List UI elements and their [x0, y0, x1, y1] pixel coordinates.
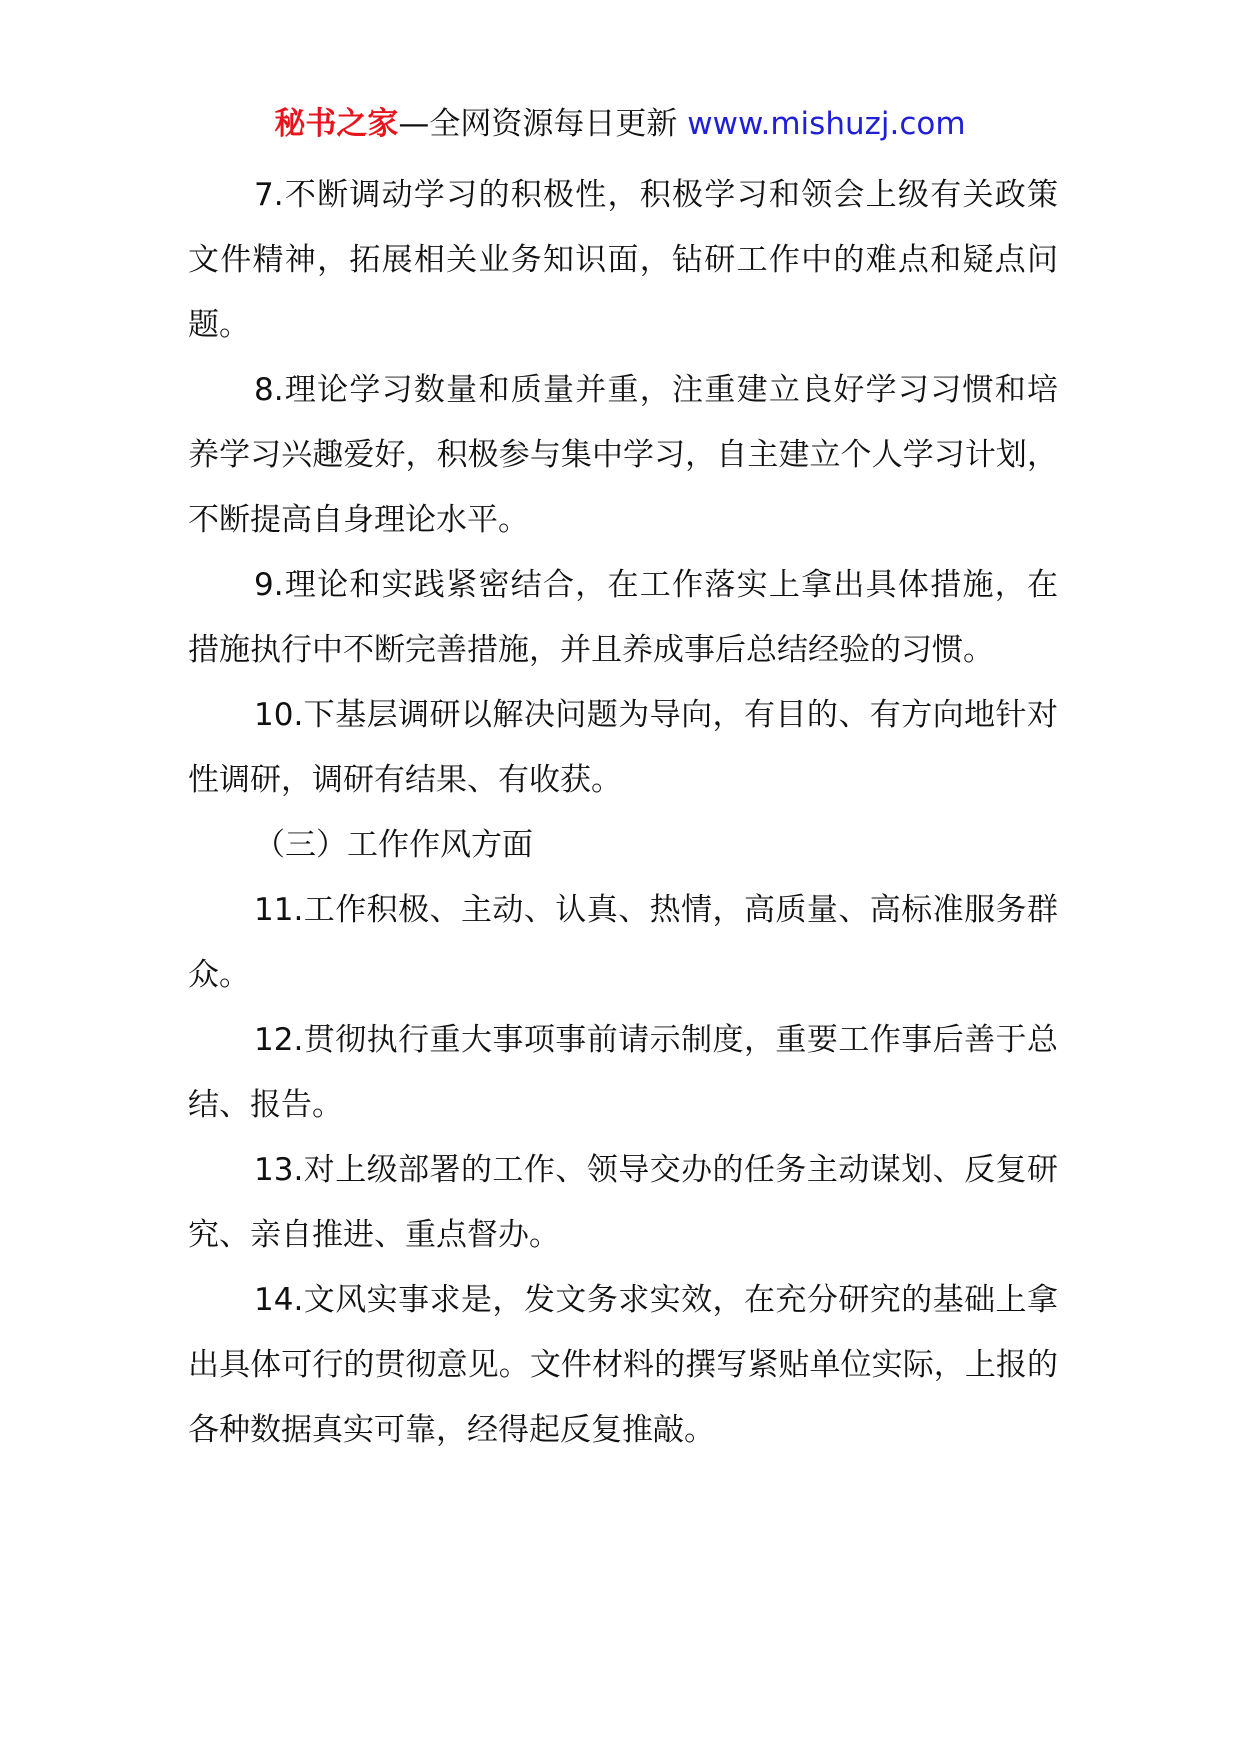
document-body	[188, 163, 1058, 1463]
paragraph-11: 11.工作积极、主动、认真、热情，高质量、高标准服务群众。	[188, 892, 1058, 993]
paragraph-9: 9.理论和实践紧密结合，在工作落实上拿出具体措施，在措施执行中不断完善措施，并且养成事后总结经验的习惯。	[188, 567, 1058, 668]
header-url[interactable]: www.mishuzj.com	[687, 106, 966, 142]
paragraph-8: 8.理论学习数量和质量并重，注重建立良好学习习惯和培养学习兴趣爱好，积极参与集中学习，自主建立个人学习计划，不断提高自身理论水平。	[188, 372, 1058, 538]
watermark-header	[0, 102, 1240, 146]
header-tagline: —全网资源每日更新	[398, 106, 688, 142]
paragraph-7: 7.不断调动学习的积极性，积极学习和领会上级有关政策文件精神，拓展相关业务知识面，钻研工作中的难点和疑点问题。	[188, 177, 1058, 343]
paragraph-12: 12.贯彻执行重大事项事前请示制度，重要工作事后善于总结、报告。	[188, 1022, 1058, 1123]
paragraph-13: 13.对上级部署的工作、领导交办的任务主动谋划、反复研究、亲自推进、重点督办。	[188, 1152, 1058, 1253]
brand-name: 秘书之家	[274, 106, 399, 142]
paragraph-10: 10.下基层调研以解决问题为导向，有目的、有方向地针对性调研，调研有结果、有收获。	[188, 697, 1058, 798]
section-heading-work-style: （三）工作作风方面	[254, 827, 533, 863]
paragraph-14: 14.文风实事求是，发文务求实效，在充分研究的基础上拿出具体可行的贯彻意见。文件材料的撰写紧贴单位实际，上报的各种数据真实可靠，经得起反复推敲。	[188, 1282, 1058, 1448]
